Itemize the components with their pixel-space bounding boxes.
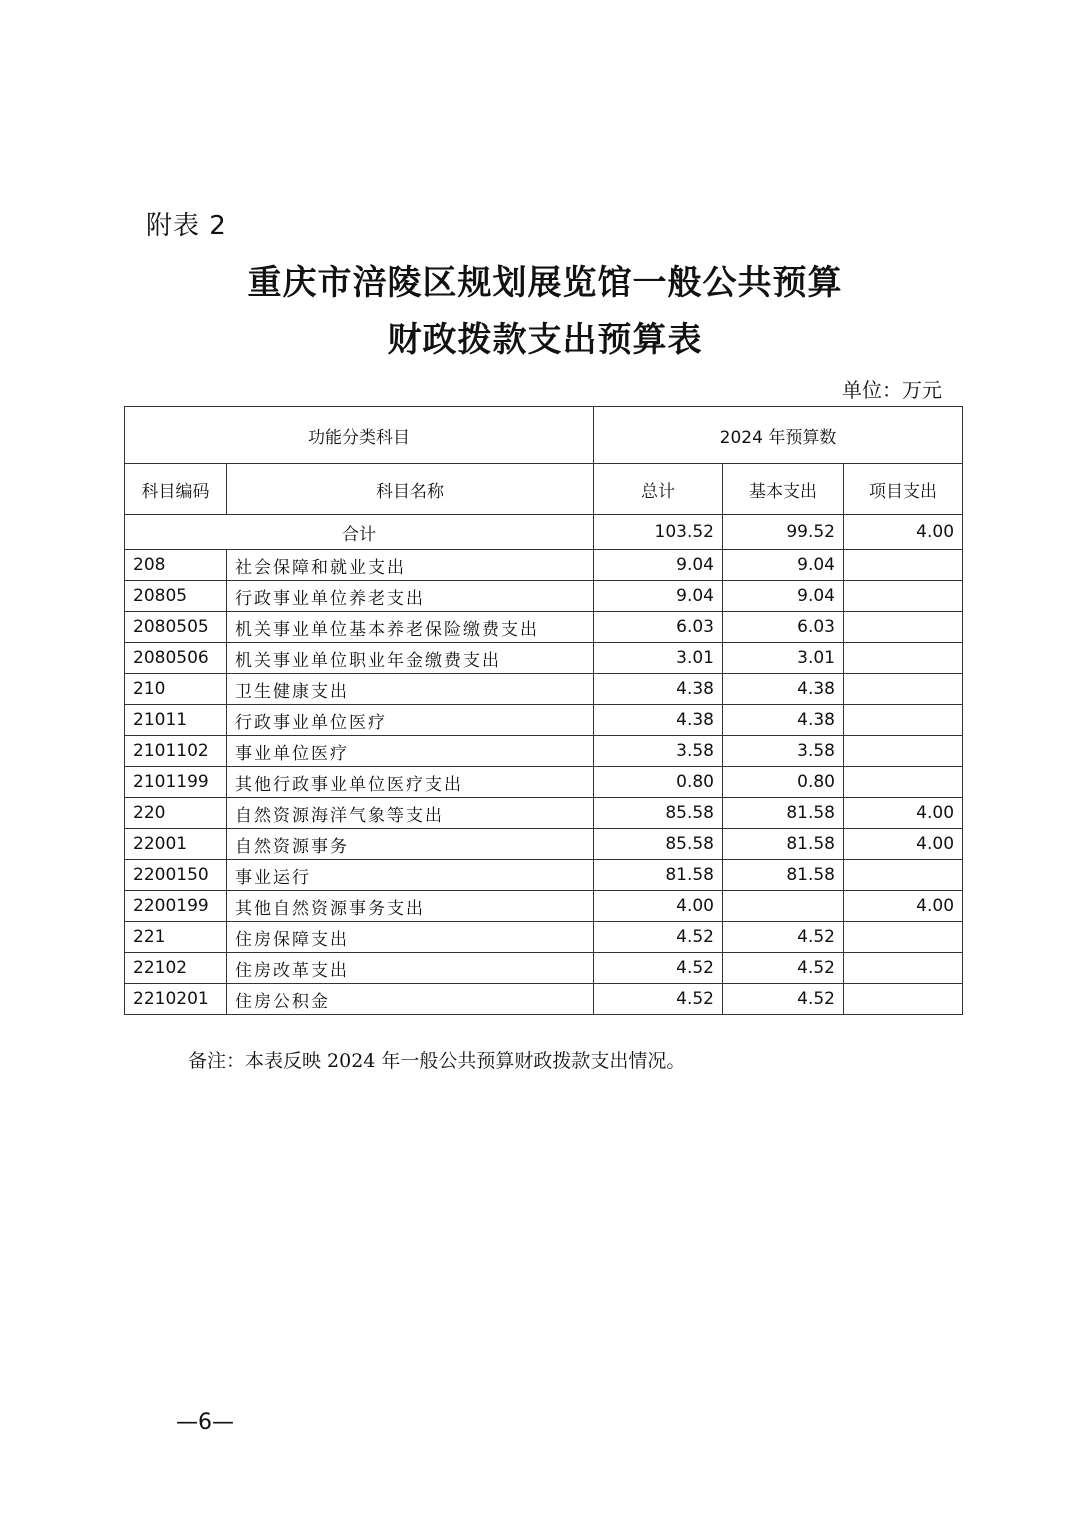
header-functional-category: 功能分类科目 [125, 407, 594, 464]
cell-code: 21011 [125, 705, 227, 736]
total-total: 103.52 [594, 515, 723, 550]
table-row [125, 550, 963, 581]
cell-name: 行政事业单位养老支出 [227, 581, 594, 612]
cell-name: 其他自然资源事务支出 [227, 891, 594, 922]
cell-total: 3.01 [594, 643, 723, 674]
cell-basic: 81.58 [723, 860, 844, 891]
cell-code: 208 [125, 550, 227, 581]
cell-code: 20805 [125, 581, 227, 612]
cell-basic: 4.38 [723, 674, 844, 705]
cell-basic: 3.58 [723, 736, 844, 767]
header-budget-year: 2024 年预算数 [594, 407, 963, 464]
cell-code: 22001 [125, 829, 227, 860]
cell-basic [723, 891, 844, 922]
header-total: 总计 [594, 464, 723, 515]
unit-label: 单位：万元 [842, 378, 942, 402]
cell-code: 22102 [125, 953, 227, 984]
table-row [125, 767, 963, 798]
cell-code: 210 [125, 674, 227, 705]
cell-total: 85.58 [594, 829, 723, 860]
appendix-label: 附表 2 [146, 211, 227, 241]
cell-project [844, 705, 963, 736]
cell-basic: 4.38 [723, 705, 844, 736]
table-row [125, 581, 963, 612]
cell-project [844, 922, 963, 953]
cell-project: 4.00 [844, 829, 963, 860]
cell-basic: 4.52 [723, 953, 844, 984]
header-code: 科目编码 [125, 464, 227, 515]
cell-name: 行政事业单位医疗 [227, 705, 594, 736]
cell-project [844, 767, 963, 798]
cell-project [844, 581, 963, 612]
cell-project [844, 674, 963, 705]
table-row [125, 984, 963, 1015]
table-row [125, 953, 963, 984]
cell-project [844, 984, 963, 1015]
cell-code: 220 [125, 798, 227, 829]
footnote: 备注：本表反映 2024 年一般公共预算财政拨款支出情况。 [188, 1050, 686, 1072]
header-project: 项目支出 [844, 464, 963, 515]
total-basic: 99.52 [723, 515, 844, 550]
header-row-group [125, 407, 963, 464]
cell-code: 221 [125, 922, 227, 953]
header-row-columns [125, 464, 963, 515]
header-basic: 基本支出 [723, 464, 844, 515]
table-row [125, 612, 963, 643]
cell-project [844, 643, 963, 674]
cell-name: 机关事业单位职业年金缴费支出 [227, 643, 594, 674]
cell-project [844, 612, 963, 643]
cell-basic: 4.52 [723, 922, 844, 953]
cell-name: 事业单位医疗 [227, 736, 594, 767]
cell-name: 社会保障和就业支出 [227, 550, 594, 581]
document-title-line2: 财政拨款支出预算表 [387, 320, 703, 360]
cell-project [844, 860, 963, 891]
cell-total: 0.80 [594, 767, 723, 798]
cell-name: 住房保障支出 [227, 922, 594, 953]
cell-code: 2200150 [125, 860, 227, 891]
cell-total: 85.58 [594, 798, 723, 829]
total-label: 合计 [125, 515, 594, 550]
cell-code: 2101102 [125, 736, 227, 767]
table-row [125, 891, 963, 922]
total-row [125, 515, 963, 550]
cell-total: 4.38 [594, 674, 723, 705]
cell-name: 其他行政事业单位医疗支出 [227, 767, 594, 798]
cell-code: 2200199 [125, 891, 227, 922]
cell-total: 4.52 [594, 953, 723, 984]
cell-total: 3.58 [594, 736, 723, 767]
cell-name: 住房公积金 [227, 984, 594, 1015]
cell-code: 2210201 [125, 984, 227, 1015]
cell-code: 2080505 [125, 612, 227, 643]
cell-total: 81.58 [594, 860, 723, 891]
cell-name: 卫生健康支出 [227, 674, 594, 705]
header-name: 科目名称 [227, 464, 594, 515]
cell-project: 4.00 [844, 891, 963, 922]
cell-code: 2080506 [125, 643, 227, 674]
cell-basic: 81.58 [723, 798, 844, 829]
cell-basic: 4.52 [723, 984, 844, 1015]
cell-project [844, 953, 963, 984]
table-row [125, 674, 963, 705]
cell-code: 2101199 [125, 767, 227, 798]
cell-name: 机关事业单位基本养老保险缴费支出 [227, 612, 594, 643]
cell-name: 自然资源海洋气象等支出 [227, 798, 594, 829]
table-row [125, 922, 963, 953]
cell-project [844, 736, 963, 767]
cell-project [844, 550, 963, 581]
cell-total: 6.03 [594, 612, 723, 643]
cell-total: 4.52 [594, 984, 723, 1015]
cell-basic: 9.04 [723, 581, 844, 612]
table-row [125, 829, 963, 860]
cell-name: 自然资源事务 [227, 829, 594, 860]
table-row [125, 798, 963, 829]
page-number: —6— [176, 1410, 234, 1435]
total-project: 4.00 [844, 515, 963, 550]
cell-basic: 9.04 [723, 550, 844, 581]
cell-basic: 3.01 [723, 643, 844, 674]
cell-total: 9.04 [594, 550, 723, 581]
table-row [125, 643, 963, 674]
cell-basic: 6.03 [723, 612, 844, 643]
cell-name: 住房改革支出 [227, 953, 594, 984]
cell-basic: 81.58 [723, 829, 844, 860]
cell-total: 4.00 [594, 891, 723, 922]
table-row [125, 736, 963, 767]
cell-basic: 0.80 [723, 767, 844, 798]
table-row [125, 705, 963, 736]
document-title-line1: 重庆市涪陵区规划展览馆一般公共预算 [247, 263, 843, 303]
budget-table [124, 406, 963, 1015]
cell-total: 4.52 [594, 922, 723, 953]
cell-total: 4.38 [594, 705, 723, 736]
cell-project: 4.00 [844, 798, 963, 829]
cell-name: 事业运行 [227, 860, 594, 891]
cell-total: 9.04 [594, 581, 723, 612]
table-row [125, 860, 963, 891]
